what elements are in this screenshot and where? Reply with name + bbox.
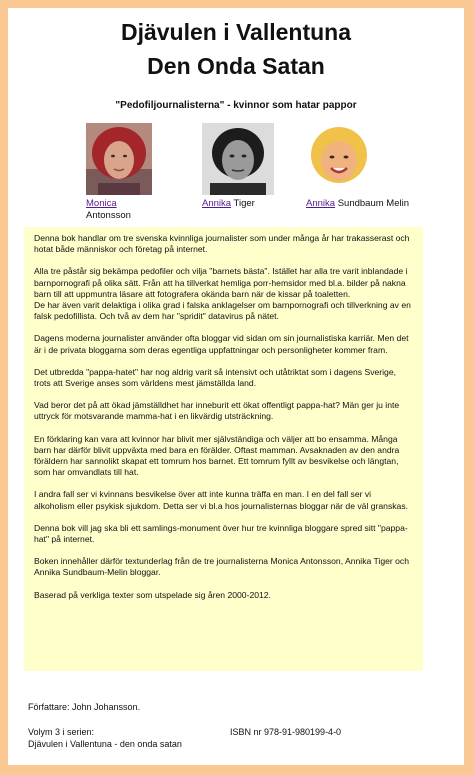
author-line: Författare: John Johansson. [28, 702, 141, 712]
series-volume: Volym 3 i serien: [28, 727, 95, 737]
annika-tiger-link[interactable]: Annika [202, 198, 232, 209]
annika-sundbaum-photo [306, 123, 372, 195]
paragraph: En förklaring kan vara att kvinnor har blivit mer självständiga och väljer att bo ensamma. Många barn har därför blivit uppväxta med bara en förälder. Oftast mamman. Avsaknaden av den andra föräldern har sannolikt skapat ett tomrum hos barnet. Ett tomrum fyllt av besvikelse och längtan, som har omvandlats till hat. [34, 433, 400, 478]
annika-sundbaum-link[interactable]: Annika [306, 198, 336, 209]
person-annika-tiger [202, 123, 274, 210]
paragraph: I andra fall ser vi kvinnans besvikelse över att inte kunna träffa en man. I en del fall ser vi alkoholism eller psykisk sjukdom. Detta ser vi bl.a hos journalisternas bloggar när de väl granskas. [34, 489, 409, 511]
paragraph: Alla tre påstår sig bekämpa pedofiler och vilja "barnets bästa". Istället har alla tre varit inblandade i barnpornografi på olika sätt. Från att ha tillverkat hemliga porr-hemsidor med bl.a. bilder på nakna barn till att uppmuntra läsare att fotografera okända barn när de kissar på toaletten. De har även varit delaktiga i olika grad i falska anklagelser om barnpornografi och tillverkning av en falsk pedofillista. Och två av dem har "spridit" datavirus på nätet. [34, 266, 411, 322]
annika-tiger-photo [202, 123, 274, 195]
paragraph: Boken innehåller därför textunderlag från de tre journalisterna Monica Antonsson, Annika Tiger och Annika Sundbaum-Melin bloggar. [34, 556, 410, 578]
isbn: ISBN nr 978-91-980199-4-0 [230, 727, 342, 737]
annika-tiger-surname: Tiger [231, 198, 255, 209]
title-line-1: Djävulen i Vallentuna [120, 19, 352, 45]
paragraph: Baserad på verkliga texter som utspelade sig åren 2000-2012. [34, 589, 271, 600]
person-monica [86, 123, 152, 222]
paragraph: Dagens moderna journalister använder ofta bloggar vid sidan om sin journalistiska karriär. Men det är i de privata bloggarna som deras egentliga uppfattningar och personligheter kommer fram. [34, 333, 409, 355]
series-name: Djävulen i Vallentuna - den onda satan [28, 738, 182, 749]
subtitle: "Pedofiljournalisterna" - kvinnor som hatar pappor [115, 100, 357, 111]
monica-photo [86, 123, 152, 195]
monica-surname: Antonsson [86, 210, 131, 221]
paragraph: Denna bok handlar om tre svenska kvinnliga journalister som under många år har trakasserast och hotat både människor och företag på internet. [34, 233, 410, 255]
description-text-box [24, 227, 423, 671]
monica-link[interactable]: Monica [86, 198, 117, 209]
person-annika-sundbaum [306, 123, 409, 210]
book-cover-page [8, 8, 464, 765]
annika-sundbaum-surname: Sundbaum Melin [335, 198, 409, 209]
paragraph: Vad beror det på att ökad jämställdhet har inneburit ett ökat offentligt pappa-hat? Män ger ju inte uttryck för motsvarande mamma-hat i en likvärdig utsträckning. [34, 400, 400, 422]
title-line-2: Den Onda Satan [147, 53, 325, 79]
series-info [28, 727, 182, 750]
paragraph: Denna bok vill jag ska bli ett samlings-monument över hur tre kvinnliga bloggare spred sitt "pappa-hat" på internet. [34, 522, 408, 545]
paragraph: Det utbredda "pappa-hatet" har nog aldrig varit så intensivt och utåtriktat som i dagens Sverige, trots att Sverige anses som världens mest jämställda land. [34, 366, 396, 389]
